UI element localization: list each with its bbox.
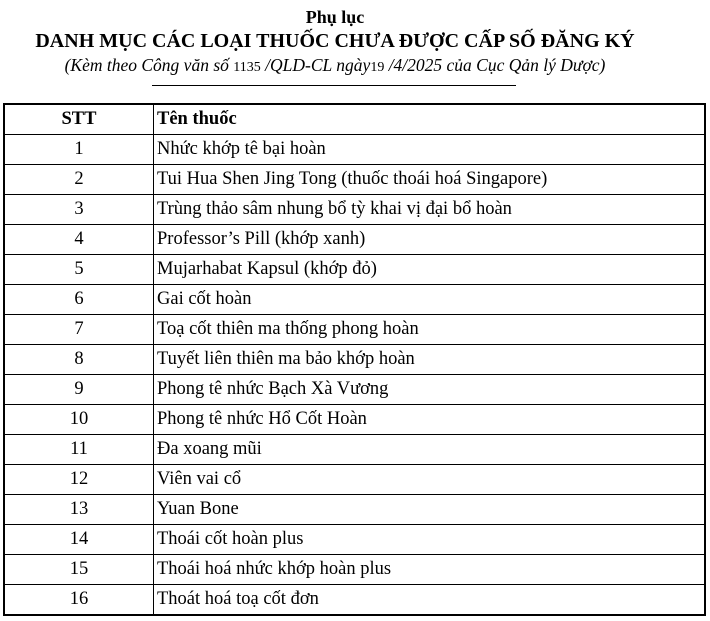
row-drug-name: Yuan Bone: [154, 495, 706, 525]
appendix-title: Phụ lục: [305, 7, 365, 27]
row-stt: 13: [4, 495, 154, 525]
row-stt: 2: [4, 165, 154, 195]
table-row: [4, 345, 705, 375]
row-drug-name: Mujarhabat Kapsul (khớp đỏ): [154, 255, 706, 285]
row-stt: 7: [4, 315, 154, 345]
table-row: [4, 375, 705, 405]
table-body: [4, 135, 705, 616]
row-stt: 14: [4, 525, 154, 555]
drug-list-table: [3, 103, 706, 616]
row-stt: 12: [4, 465, 154, 495]
subtitle-suffix: /4/2025 của Cục Qản lý Dược): [388, 55, 606, 75]
table-row: [4, 585, 705, 616]
table-row: [4, 255, 705, 285]
row-drug-name: Toạ cốt thiên ma thống phong hoàn: [154, 315, 706, 345]
row-stt: 11: [4, 435, 154, 465]
row-stt: 4: [4, 225, 154, 255]
row-drug-name: Phong tê nhức Bạch Xà Vương: [154, 375, 706, 405]
row-drug-name: Phong tê nhức Hổ Cốt Hoàn: [154, 405, 706, 435]
row-stt: 5: [4, 255, 154, 285]
row-drug-name: Thoái cốt hoàn plus: [154, 525, 706, 555]
table-row: [4, 285, 705, 315]
row-drug-name: Nhức khớp tê bại hoàn: [154, 135, 706, 165]
table-row: [4, 495, 705, 525]
subtitle-prefix: (Kèm theo Công văn số: [64, 55, 229, 75]
header-stt: STT: [4, 104, 154, 135]
row-drug-name: Viên vai cổ: [154, 465, 706, 495]
row-stt: 6: [4, 285, 154, 315]
row-drug-name: Trùng thảo sâm nhung bổ tỳ khai vị đại bổ hoàn: [154, 195, 706, 225]
row-stt: 15: [4, 555, 154, 585]
row-stt: 8: [4, 345, 154, 375]
row-drug-name: Gai cốt hoàn: [154, 285, 706, 315]
row-drug-name: Thoái hoá nhức khớp hoàn plus: [154, 555, 706, 585]
row-drug-name: Tui Hua Shen Jing Tong (thuốc thoái hoá Singapore): [154, 165, 706, 195]
table-row: [4, 315, 705, 345]
row-stt: 1: [4, 135, 154, 165]
dispatch-day: 19: [370, 60, 385, 75]
table-row: [4, 525, 705, 555]
row-drug-name: Thoát hoá toạ cốt đơn: [154, 585, 706, 616]
table-row: [4, 555, 705, 585]
table-row: [4, 195, 705, 225]
table-row: [4, 165, 705, 195]
row-stt: 16: [4, 585, 154, 616]
table-row: [4, 435, 705, 465]
row-stt: 10: [4, 405, 154, 435]
table-row: [4, 465, 705, 495]
document-subtitle: [0, 54, 670, 79]
table-row: [4, 405, 705, 435]
row-drug-name: Professor’s Pill (khớp xanh): [154, 225, 706, 255]
document-title: DANH MỤC CÁC LOẠI THUỐC CHƯA ĐƯỢC CẤP SỐ ĐĂNG KÝ: [35, 30, 635, 52]
row-drug-name: Đa xoang mũi: [154, 435, 706, 465]
header-drug-name: Tên thuốc: [154, 104, 706, 135]
row-stt: 3: [4, 195, 154, 225]
row-drug-name: Tuyết liên thiên ma bảo khớp hoàn: [154, 345, 706, 375]
title-underline: [152, 85, 516, 86]
table-row: [4, 135, 705, 165]
dispatch-number: 1135: [233, 60, 261, 75]
table-row: [4, 225, 705, 255]
row-stt: 9: [4, 375, 154, 405]
table-header-row: [4, 104, 705, 135]
subtitle-middle: /QLD-CL ngày: [265, 55, 371, 75]
